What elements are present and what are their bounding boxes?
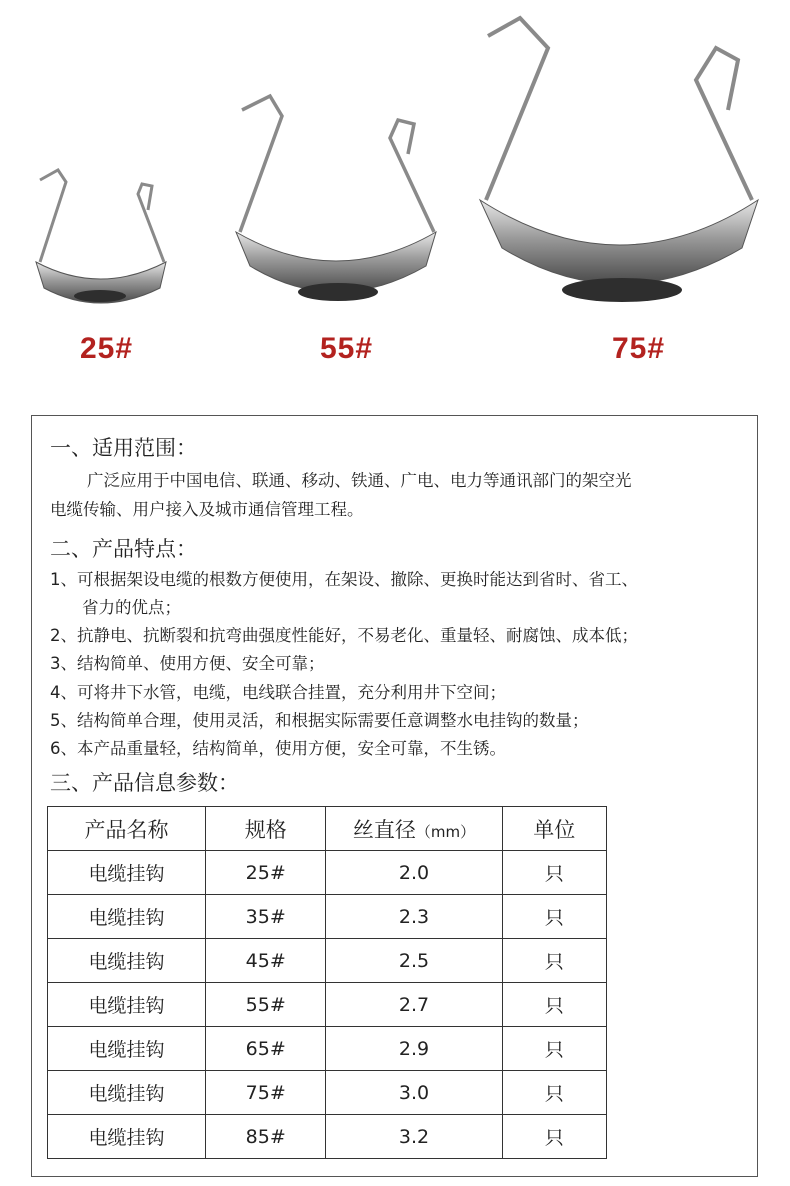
hook-75-image bbox=[480, 18, 758, 302]
cell-unit: 只 bbox=[502, 895, 606, 939]
header-spec: 规格 bbox=[206, 807, 326, 851]
feature-item-1: 1、可根据架设电缆的根数方便使用，在架设、撤除、更换时能达到省时、省工、 bbox=[50, 570, 638, 589]
cell-spec: 25# bbox=[206, 851, 326, 895]
cell-product-name: 电缆挂钩 bbox=[48, 1071, 206, 1115]
header-wire-diameter bbox=[326, 807, 502, 851]
cell-product-name: 电缆挂钩 bbox=[48, 939, 206, 983]
header-wire-diameter-label: 丝直径 bbox=[352, 817, 416, 842]
size-label-25: 25# bbox=[80, 332, 134, 365]
header-unit: 单位 bbox=[502, 807, 606, 851]
cell-wire-diameter: 2.3 bbox=[326, 895, 502, 939]
table-row bbox=[48, 1071, 607, 1115]
scope-text-line1: 广泛应用于中国电信、联通、移动、铁通、广电、电力等通讯部门的架空光 bbox=[87, 471, 632, 490]
cell-spec: 75# bbox=[206, 1071, 326, 1115]
section-title-scope: 一、适用范围： bbox=[50, 436, 197, 460]
cell-spec: 35# bbox=[206, 895, 326, 939]
size-label-75: 75# bbox=[612, 332, 666, 365]
cell-product-name: 电缆挂钩 bbox=[48, 983, 206, 1027]
feature-item-6: 6、本产品重量轻，结构简单，使用方便，安全可靠，不生锈。 bbox=[50, 739, 506, 758]
table-row bbox=[48, 895, 607, 939]
cell-wire-diameter: 2.7 bbox=[326, 983, 502, 1027]
cell-unit: 只 bbox=[502, 939, 606, 983]
feature-item-4: 4、可将井下水管，电缆，电线联合挂置，充分利用井下空间； bbox=[50, 683, 506, 702]
spec-table bbox=[47, 806, 607, 1159]
cell-wire-diameter: 2.9 bbox=[326, 1027, 502, 1071]
cell-spec: 55# bbox=[206, 983, 326, 1027]
hook-55-image bbox=[236, 96, 436, 301]
section-title-features: 二、产品特点： bbox=[50, 537, 197, 561]
feature-item-2: 2、抗静电、抗断裂和抗弯曲强度性能好，不易老化、重量轻、耐腐蚀、成本低； bbox=[50, 626, 638, 645]
cell-product-name: 电缆挂钩 bbox=[48, 851, 206, 895]
cell-wire-diameter: 2.5 bbox=[326, 939, 502, 983]
size-label-55: 55# bbox=[320, 332, 374, 365]
cell-spec: 45# bbox=[206, 939, 326, 983]
cell-product-name: 电缆挂钩 bbox=[48, 1027, 206, 1071]
spec-table-header bbox=[48, 807, 607, 851]
scope-text-line2: 电缆传输、用户接入及城市通信管理工程。 bbox=[50, 500, 364, 519]
header-product-name: 产品名称 bbox=[48, 807, 206, 851]
table-row bbox=[48, 939, 607, 983]
product-info-box bbox=[31, 415, 758, 1177]
header-wire-diameter-unit: （mm） bbox=[415, 822, 476, 841]
table-row bbox=[48, 983, 607, 1027]
hook-25-image bbox=[36, 170, 166, 303]
cell-unit: 只 bbox=[502, 851, 606, 895]
cell-unit: 只 bbox=[502, 983, 606, 1027]
cell-unit: 只 bbox=[502, 1115, 606, 1159]
cell-spec: 65# bbox=[206, 1027, 326, 1071]
cell-product-name: 电缆挂钩 bbox=[48, 895, 206, 939]
cell-spec: 85# bbox=[206, 1115, 326, 1159]
product-photo bbox=[0, 0, 790, 400]
cell-wire-diameter: 2.0 bbox=[326, 851, 502, 895]
feature-item-3: 3、结构简单、使用方便、安全可靠； bbox=[50, 654, 325, 673]
cell-unit: 只 bbox=[502, 1071, 606, 1115]
feature-item-1-cont: 省力的优点； bbox=[82, 598, 181, 617]
table-row bbox=[48, 851, 607, 895]
table-row bbox=[48, 1115, 607, 1159]
cell-product-name: 电缆挂钩 bbox=[48, 1115, 206, 1159]
cell-unit: 只 bbox=[502, 1027, 606, 1071]
section-title-params: 三、产品信息参数： bbox=[50, 771, 239, 795]
table-row bbox=[48, 1027, 607, 1071]
cell-wire-diameter: 3.2 bbox=[326, 1115, 502, 1159]
feature-item-5: 5、结构简单合理，使用灵活，和根据实际需要任意调整水电挂钩的数量； bbox=[50, 711, 589, 730]
cell-wire-diameter: 3.0 bbox=[326, 1071, 502, 1115]
